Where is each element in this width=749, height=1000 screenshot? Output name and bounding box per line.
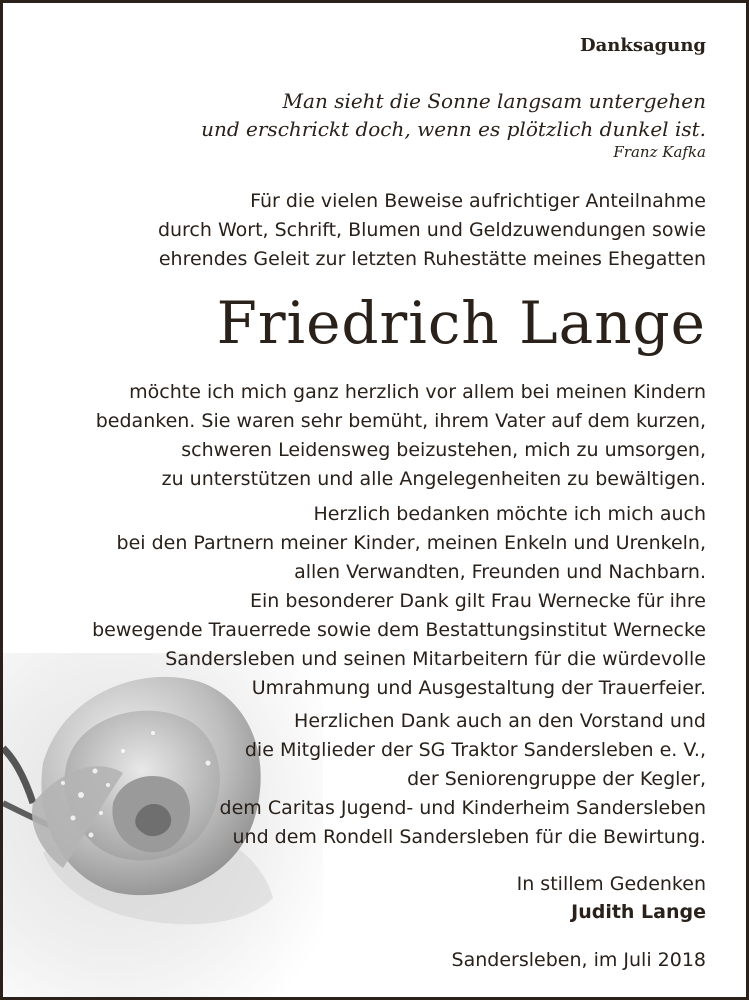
paragraph-line: zu unterstützen und alle Angelegenheiten zu bewältigen.: [161, 468, 706, 490]
intro-line: ehrendes Geleit zur letzten Ruhestätte meines Ehegatten: [158, 248, 706, 270]
intro-line: durch Wort, Schrift, Blumen und Geldzuwendungen sowie: [157, 219, 706, 241]
paragraph-line: bedanken. Sie waren sehr bemüht, ihrem Vater auf dem kurzen,: [95, 410, 706, 432]
paragraph-line: Ein besonderer Dank gilt Frau Wernecke für ihre: [250, 590, 706, 612]
deceased-name: Friedrich Lange: [216, 289, 706, 357]
heading-danksagung: Danksagung: [580, 35, 706, 56]
paragraph-line: schweren Leidensweg beizustehen, mich zu umsorgen,: [181, 439, 706, 461]
paragraph-line: Herzlich bedanken möchte ich mich auch: [313, 503, 706, 525]
quote-author: Franz Kafka: [613, 143, 706, 161]
place-date: Sandersleben, im Juli 2018: [451, 949, 706, 971]
paragraph-line: möchte ich mich ganz herzlich vor allem bei meinen Kindern: [129, 381, 706, 403]
paragraph-line: Sandersleben und seinen Mitarbeitern für die würdevolle: [165, 648, 706, 670]
paragraph-line: und dem Rondell Sandersleben für die Bewirtung.: [232, 826, 706, 848]
paragraph-line: der Seniorengruppe der Kegler,: [407, 768, 706, 790]
paragraph-line: Umrahmung und Ausgestaltung der Trauerfeier.: [251, 677, 706, 699]
paragraph-line: bei den Partnern meiner Kinder, meinen Enkeln und Urenkeln,: [116, 532, 706, 554]
intro-line: Für die vielen Beweise aufrichtiger Anteilnahme: [250, 190, 706, 212]
paragraph-line: Herzlichen Dank auch an den Vorstand und: [294, 710, 706, 732]
quote-line: und erschrickt doch, wenn es plötzlich dunkel ist.: [201, 117, 706, 141]
quote-line: Man sieht die Sonne langsam untergehen: [282, 89, 706, 113]
paragraph-line: dem Caritas Jugend- und Kinderheim Sandersleben: [219, 797, 706, 819]
paragraph-line: allen Verwandten, Freunden und Nachbarn.: [294, 561, 706, 583]
paragraph-line: bewegende Trauerrede sowie dem Bestattungsinstitut Wernecke: [92, 619, 706, 641]
paragraph-line: die Mitglieder der SG Traktor Sandersleben e. V.,: [244, 739, 706, 761]
signer-name: Judith Lange: [571, 901, 706, 923]
closing-line: In stillem Gedenken: [516, 873, 706, 895]
